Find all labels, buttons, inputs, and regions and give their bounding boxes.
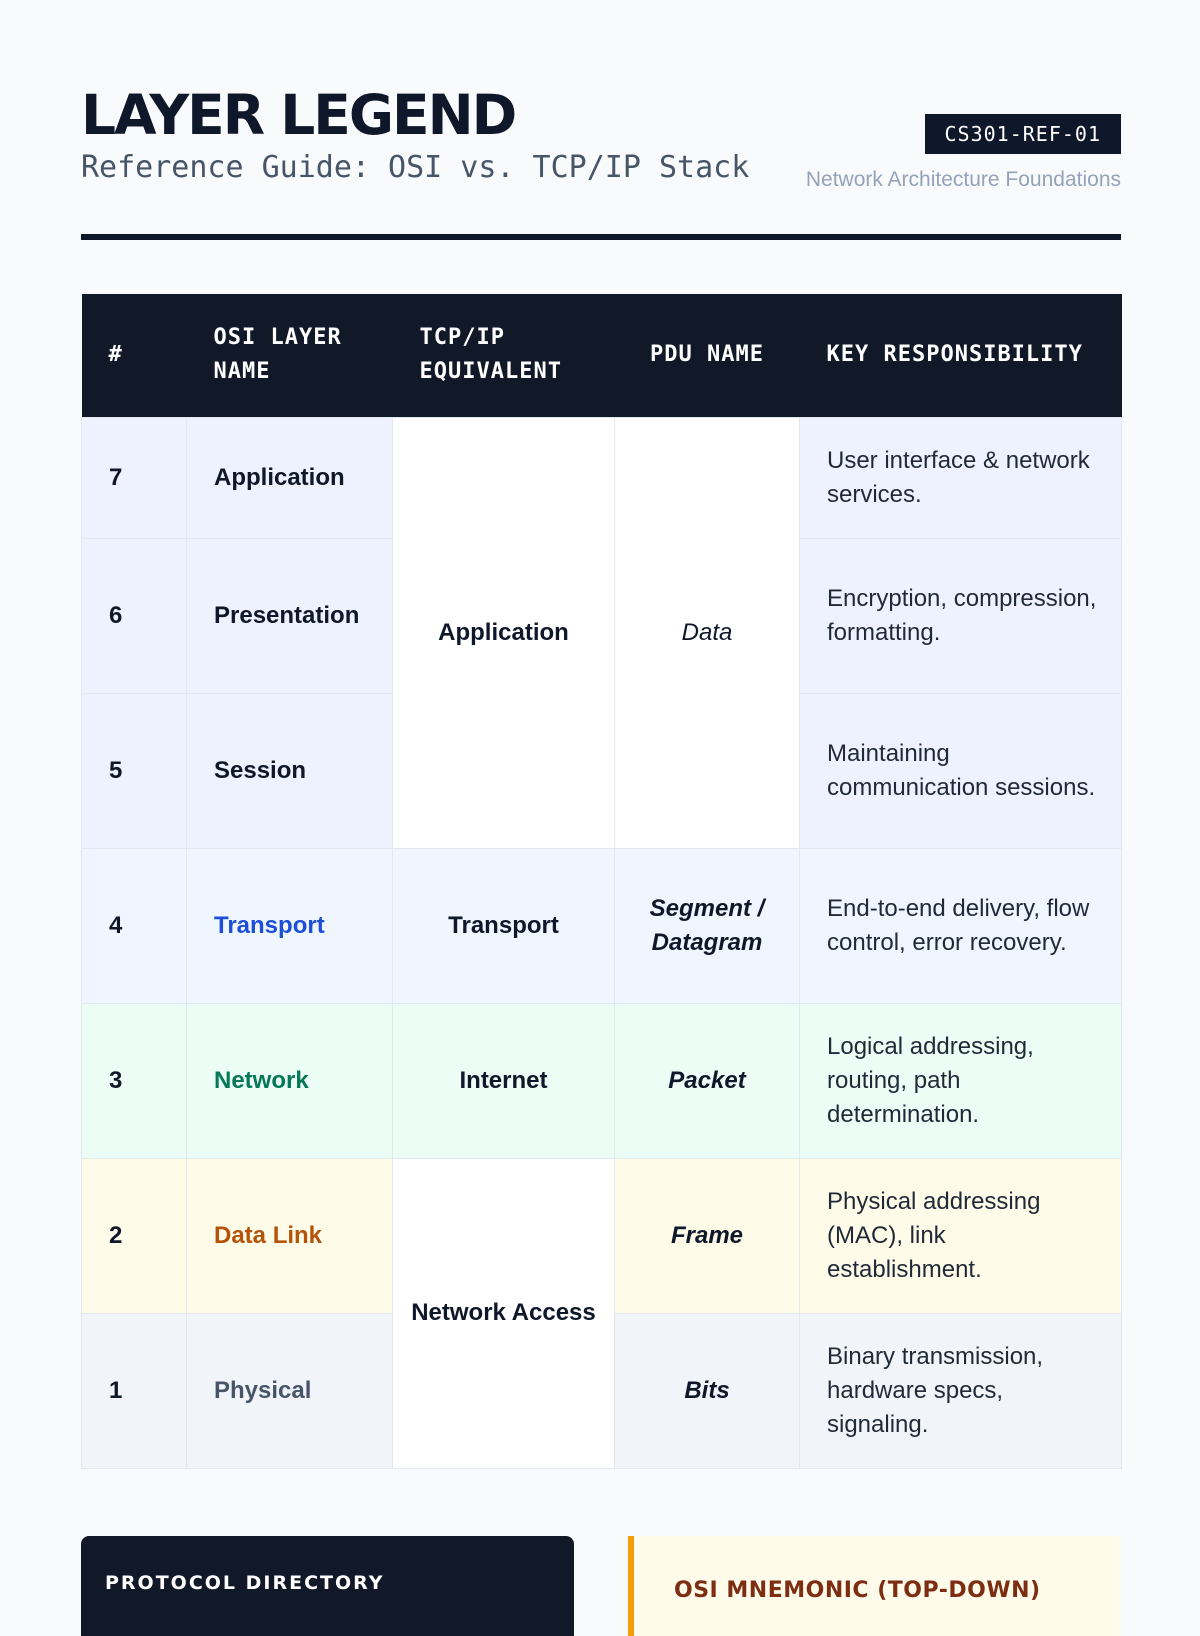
layer-responsibility: Binary transmission, hardware specs, signaling. [800, 1313, 1122, 1468]
layer-responsibility: Logical addressing, routing, path determination. [800, 1003, 1122, 1158]
pdu-name: Bits [615, 1313, 800, 1468]
tcpip-equivalent: Internet [393, 1003, 615, 1158]
table-row [82, 417, 1122, 538]
layer-name: Application [187, 417, 393, 538]
column-header-responsibility: KEY RESPONSIBILITY [800, 294, 1122, 417]
layer-name: Presentation [187, 538, 393, 693]
column-header-tcpip: TCP/IP EQUIVALENT [393, 294, 615, 417]
page-header [81, 80, 1121, 190]
reference-code-badge: CS301-REF-01 [925, 114, 1122, 154]
mnemonic-panel [628, 1536, 1121, 1636]
layer-number: 3 [82, 1003, 187, 1158]
layer-name: Transport [187, 848, 393, 1003]
header-divider [81, 234, 1121, 240]
column-header-pdu: PDU NAME [615, 294, 800, 417]
layer-responsibility: Maintaining communication sessions. [800, 693, 1122, 848]
layer-number: 1 [82, 1313, 187, 1468]
pdu-name: Packet [615, 1003, 800, 1158]
course-name: Network Architecture Foundations [805, 168, 1121, 191]
layer-number: 4 [82, 848, 187, 1003]
protocol-directory-panel [81, 1536, 574, 1636]
table-header-row [82, 294, 1122, 417]
layer-responsibility: Physical addressing (MAC), link establishment. [800, 1158, 1122, 1313]
pdu-name: Frame [615, 1158, 800, 1313]
mnemonic-title: OSI MNEMONIC (TOP-DOWN) [674, 1578, 1041, 1603]
tcpip-equivalent: Network Access [393, 1158, 615, 1468]
table-row [82, 1158, 1122, 1313]
layer-responsibility: End-to-end delivery, flow control, error recovery. [800, 848, 1122, 1003]
column-header-number: # [82, 294, 187, 417]
layer-name: Network [187, 1003, 393, 1158]
layer-name: Data Link [187, 1158, 393, 1313]
layer-number: 5 [82, 693, 187, 848]
layer-number: 2 [82, 1158, 187, 1313]
layer-number: 6 [82, 538, 187, 693]
table-row [82, 848, 1122, 1003]
layer-name: Physical [187, 1313, 393, 1468]
page-title: LAYER LEGEND [81, 83, 516, 147]
layer-number: 7 [82, 417, 187, 538]
page-subtitle: Reference Guide: OSI vs. TCP/IP Stack [81, 150, 750, 185]
protocol-directory-title: PROTOCOL DIRECTORY [105, 1572, 385, 1594]
layer-responsibility: Encryption, compression, formatting. [800, 538, 1122, 693]
table-row [82, 1003, 1122, 1158]
column-header-osi-layer: OSI LAYER NAME [187, 294, 393, 417]
layer-responsibility: User interface & network services. [800, 417, 1122, 538]
pdu-name: Data [615, 417, 800, 848]
tcpip-equivalent: Transport [393, 848, 615, 1003]
tcpip-equivalent: Application [393, 417, 615, 848]
layer-name: Session [187, 693, 393, 848]
pdu-name: Segment / Datagram [615, 848, 800, 1003]
layer-table [81, 294, 1122, 1469]
